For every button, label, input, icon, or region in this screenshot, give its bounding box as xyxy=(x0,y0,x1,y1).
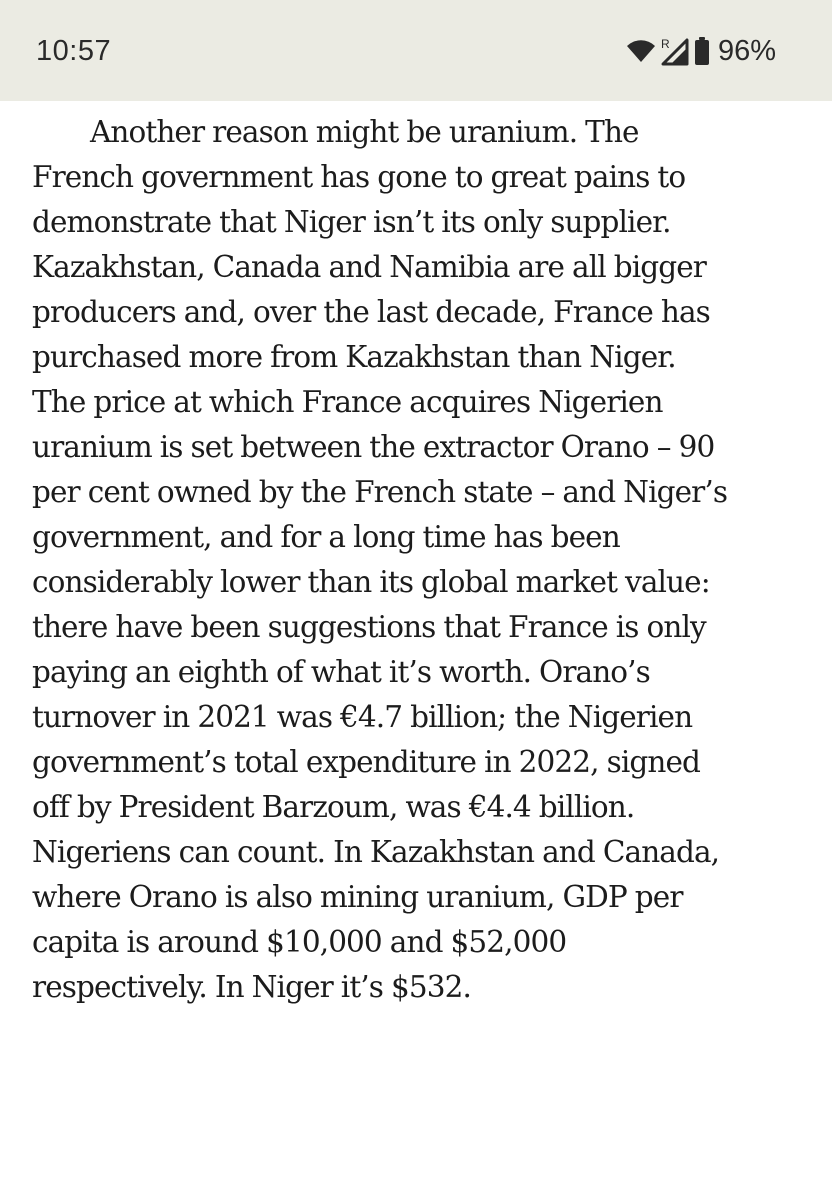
article-line: purchased more from Kazakhstan than Niger. xyxy=(32,340,676,374)
article-line: Another reason might be uranium. The xyxy=(90,115,639,149)
article-line: turnover in 2021 was €4.7 billion; the Nigerien xyxy=(32,700,693,734)
article-line: per cent owned by the French state – and Niger’s xyxy=(32,475,728,509)
wifi-icon xyxy=(626,38,656,64)
article-line: Nigeriens can count. In Kazakhstan and Canada, xyxy=(32,835,720,869)
article-line: government’s total expenditure in 2022, signed xyxy=(32,745,701,779)
status-icons xyxy=(626,30,776,72)
status-bar xyxy=(0,0,832,101)
article-line: uranium is set between the extractor Orano – 90 xyxy=(32,430,715,464)
article-line: demonstrate that Niger isn’t its only supplier. xyxy=(32,205,671,239)
article-line: respectively. In Niger it’s $532. xyxy=(32,970,471,1004)
roaming-signal-icon xyxy=(660,36,690,66)
battery-icon xyxy=(694,36,710,66)
status-time: 10:57 xyxy=(36,35,112,67)
article-line: producers and, over the last decade, France has xyxy=(32,295,710,329)
article-line: French government has gone to great pains to xyxy=(32,160,686,194)
article-line: where Orano is also mining uranium, GDP per xyxy=(32,880,683,914)
article-line: The price at which France acquires Nigerien xyxy=(32,385,663,419)
article-line: considerably lower than its global market value: xyxy=(32,565,710,599)
article-line: Kazakhstan, Canada and Namibia are all bigger xyxy=(32,250,707,284)
article-line: capita is around $10,000 and $52,000 xyxy=(32,925,567,959)
article-line: paying an eighth of what it’s worth. Orano’s xyxy=(32,655,650,689)
article-paragraph xyxy=(32,110,812,1010)
battery-percent: 96% xyxy=(717,35,776,67)
roaming-label: R xyxy=(660,37,670,51)
article-line: there have been suggestions that France is only xyxy=(32,610,706,644)
article-line: off by President Barzoum, was €4.4 billion. xyxy=(32,790,635,824)
article-line: government, and for a long time has been xyxy=(32,520,620,554)
